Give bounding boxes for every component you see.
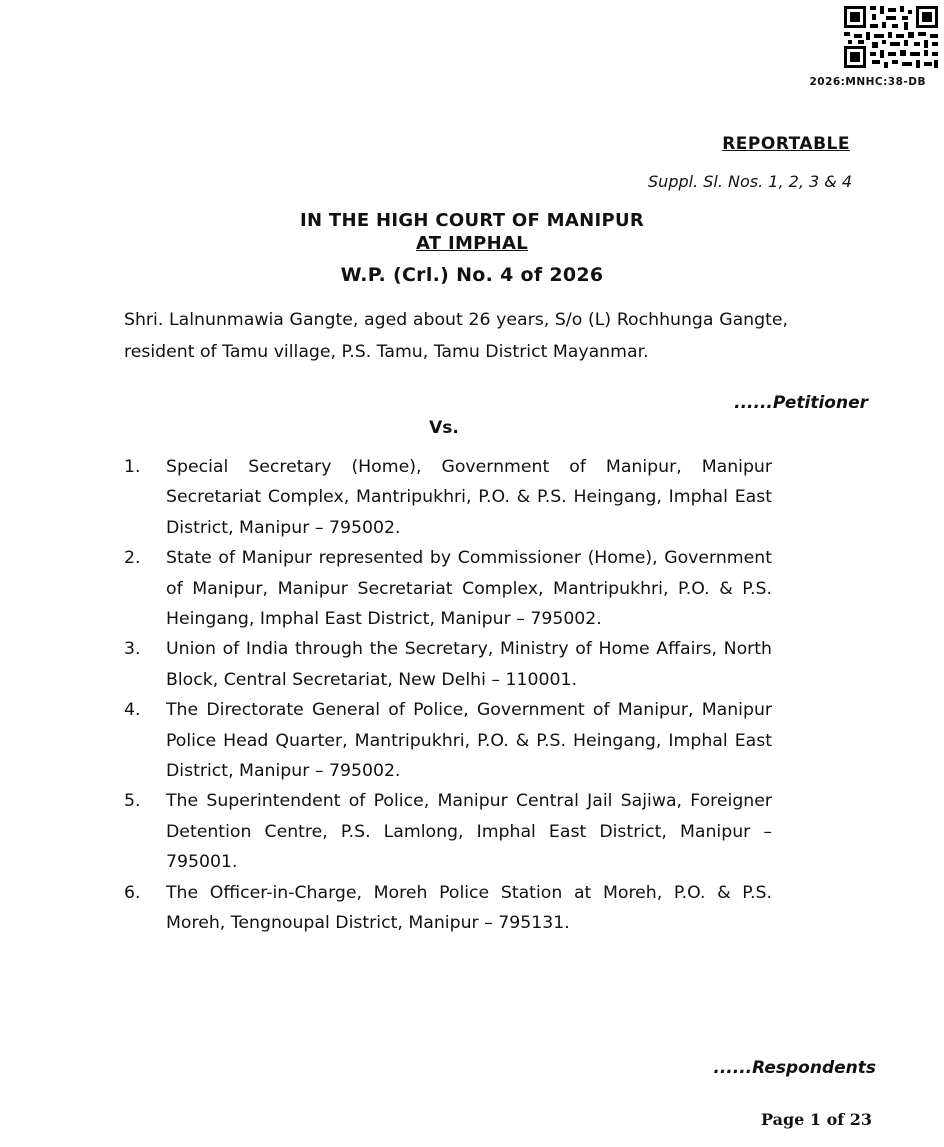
- court-place: AT IMPHAL: [415, 233, 529, 254]
- respondent-item: [124, 452, 772, 543]
- versus-label: Vs.: [429, 418, 459, 438]
- respondent-text: The Superintendent of Police, Manipur Central Jail Sajiwa, Foreigner Detention Centre, P.S. Lamlong, Imphal East District, Manipur – 795001.: [166, 791, 772, 873]
- respondents-label: ......Respondents: [713, 1058, 876, 1078]
- respondent-text: The Directorate General of Police, Government of Manipur, Manipur Police Head Quarter, Mantripukhri, P.O. & P.S. Heingang, Imphal East District, Manipur – 795002.: [166, 700, 772, 782]
- respondent-number: 5.: [124, 791, 141, 812]
- respondent-number: 1.: [124, 457, 141, 477]
- court-name: IN THE HIGH COURT OF MANIPUR: [299, 210, 645, 231]
- respondent-number: 6.: [124, 882, 141, 903]
- respondents-list: [124, 452, 772, 939]
- supplementary-serial-numbers: Suppl. Sl. Nos. 1, 2, 3 & 4: [648, 172, 852, 191]
- case-number: W.P. (Crl.) No. 4 of 2026: [340, 264, 604, 286]
- neutral-citation: 2026:MNHC:38-DB: [809, 76, 926, 88]
- page-number: Page 1 of 23: [761, 1110, 872, 1129]
- respondent-text: State of Manipur represented by Commissioner (Home), Government of Manipur, Manipur Secretariat Complex, Mantripukhri, P.O. & P.S. Heingang, Imphal East District, Manipur – 795002.: [166, 548, 772, 630]
- respondent-number: 2.: [124, 548, 141, 569]
- petitioner-label: ......Petitioner: [734, 393, 868, 413]
- respondent-item: [124, 634, 772, 695]
- qr-code-icon: [842, 4, 940, 70]
- respondent-text: The Officer-in-Charge, Moreh Police Station at Moreh, P.O. & P.S. Moreh, Tengnoupal District, Manipur – 795131.: [166, 882, 772, 934]
- respondent-text: Union of India through the Secretary, Ministry of Home Affairs, North Block, Central Secretariat, New Delhi – 110001.: [166, 639, 772, 690]
- respondent-item: [124, 786, 772, 877]
- respondent-item: [124, 543, 772, 634]
- petitioner-details: Shri. Lalnunmawia Gangte, aged about 26 years, S/o (L) Rochhunga Gangte, resident of Tamu village, P.S. Tamu, Tamu District Mayanmar.: [124, 310, 788, 362]
- respondent-number: 4.: [124, 700, 141, 721]
- respondent-item: [124, 695, 772, 786]
- reportable-heading: REPORTABLE: [722, 134, 850, 154]
- respondent-text: Special Secretary (Home), Government of Manipur, Manipur Secretariat Complex, Mantripukhri, P.O. & P.S. Heingang, Imphal East District, Manipur – 795002.: [166, 457, 772, 538]
- respondent-number: 3.: [124, 639, 141, 660]
- respondent-item: [124, 878, 772, 939]
